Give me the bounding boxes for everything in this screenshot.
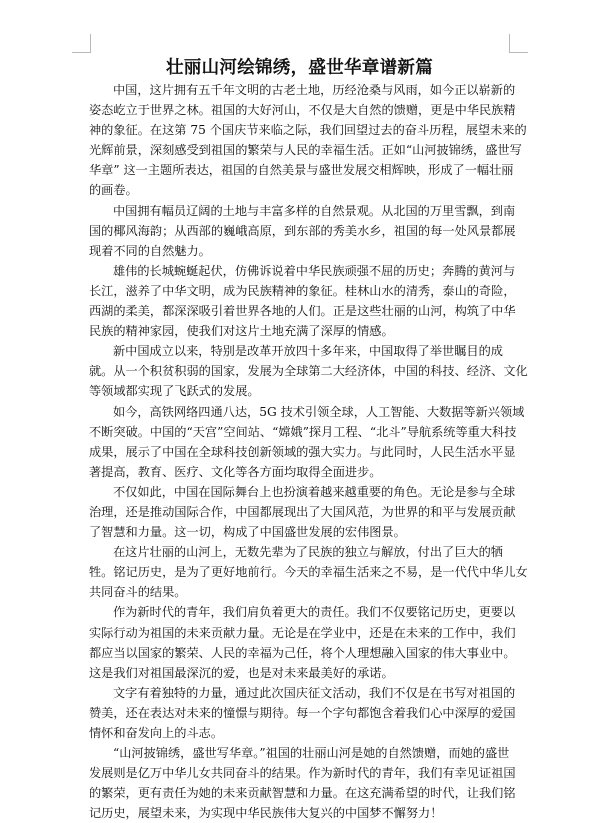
text-line: “山河披锦绣，盛世写华章。”祖国的壮丽山河是她的自然馈赠，而她的盛世 (113, 746, 510, 761)
paragraph (89, 402, 523, 482)
text-line: 如今，高铁网络四通八达，5G 技术引领全球，人工智能、大数据等新兴领域 (113, 404, 525, 419)
text-line: 共同奋斗的结果。 (89, 585, 187, 600)
paragraph (89, 201, 523, 261)
text-line: 这是我们对祖国最深沉的爱，也是对未来最美好的承诺。 (89, 665, 394, 680)
text-line: 姿态屹立于世界之林。祖国的大好河山，不仅是大自然的馈赠，更是中华民族精 (89, 103, 516, 118)
text-line: 了智慧和力量。这一切，构成了中国盛世发展的宏伟图景。 (89, 525, 406, 540)
text-line: 成果，展示了中国在全球科技创新领域的强大实力。与此同时，人民生活水平显 (89, 444, 516, 459)
text-line: 在这片壮丽的山河上，无数先辈为了民族的独立与解放，付出了巨大的牺 (113, 545, 503, 560)
paragraph (89, 542, 528, 602)
text-line: 情怀和奋发向上的斗志。 (89, 726, 224, 740)
text-line: 国的椰风海韵；从西部的巍峨高原，到东部的秀美水乡，祖国的每一处风景都展 (89, 223, 516, 238)
text-line: 西湖的柔美，都深深吸引着世界各地的人们。正是这些壮丽的山河，构筑了中华 (89, 304, 516, 319)
text-line: 华章” 这一主题所表达，祖国的自然美景与盛世发展交相辉映，形成了一幅壮丽 (89, 163, 514, 178)
paragraph (89, 683, 523, 743)
text-line: 民族的精神家园，使我们对这片土地充满了深厚的情感。 (89, 324, 394, 339)
text-line: 不断突破。中国的“天宫”空间站、“嫦娥”探月工程、“北斗”导航系统等重大科技 (89, 424, 517, 439)
text-line: 长江，滋养了中华文明，成为民族精神的象征。桂林山水的清秀，泰山的奇险， (89, 283, 516, 298)
text-line: 实际行动为祖国的未来贡献力量。无论是在学业中，还是在未来的工作中，我们 (89, 625, 516, 640)
text-line: 赞美，还在表达对未来的憧憬与期待。每一个字句都饱含着我们心中深厚的爱国 (89, 705, 516, 720)
text-line: 的画卷。 (89, 183, 138, 198)
crop-mark-top-left (72, 34, 91, 53)
paragraph (89, 341, 528, 401)
text-line: 文字有着独特的力量，通过此次国庆征文活动，我们不仅是在书写对祖国的 (113, 685, 516, 700)
paragraph (89, 80, 527, 201)
paragraph (89, 602, 523, 682)
text-line: 现着不同的自然魅力。 (89, 243, 211, 258)
crop-mark-top-right (509, 34, 528, 53)
text-line: 神的象征。在这第 75 个国庆节来临之际，我们回望过去的奋斗历程，展望未来的 (89, 123, 527, 138)
paragraph (89, 743, 523, 823)
text-line: 治理，还是推动国际合作，中国都展现出了大国风范，为世界的和平与发展贡献 (89, 504, 516, 519)
text-line: 新中国成立以来，特别是改革开放四十多年来，中国取得了举世瞩目的成 (113, 344, 503, 359)
text-line: 中国，这片拥有五千年文明的古老土地，历经沧桑与风雨，如今正以崭新的 (113, 83, 516, 97)
paragraph (89, 261, 523, 341)
text-line: 光辉前景，深刻感受到祖国的繁荣与人民的幸福生活。正如“山河披锦绣，盛世写 (89, 143, 522, 158)
paragraph (89, 482, 523, 542)
text-line: 作为新时代的青年，我们肩负着更大的责任。我们不仅要铭记历史，更要以 (113, 605, 516, 620)
text-line: 不仅如此，中国在国际舞台上也扮演着越来越重要的角色。无论是参与全球 (113, 484, 516, 499)
text-line: 牲。铭记历史，是为了更好地前行。今天的幸福生活来之不易，是一代代中华儿女 (89, 565, 528, 580)
document-body (89, 80, 528, 823)
text-line: 等领域都实现了飞跃式的发展。 (89, 384, 260, 399)
text-line: 中国拥有幅员辽阔的土地与丰富多样的自然景观。从北国的万里雪飘，到南 (113, 203, 516, 218)
text-line: 雄伟的长城蜿蜒起伏，仿佛诉说着中华民族顽强不屈的历史；奔腾的黄河与 (113, 263, 516, 278)
text-line: 都应当以国家的繁荣、人民的幸福为己任，将个人理想融入国家的伟大事业中。 (89, 645, 516, 660)
text-line: 著提高，教育、医疗、文化等各方面均取得全面进步。 (89, 464, 382, 479)
text-line: 就。从一个积贫积弱的国家，发展为全球第二大经济体，中国的科技、经济、文化 (89, 364, 528, 379)
text-line: 发展则是亿万中华儿女共同奋斗的结果。作为新时代的青年，我们有幸见证祖国 (89, 766, 516, 781)
document-title: 壮丽山河绘锦绣，盛世华章谱新篇 (166, 58, 433, 78)
text-line: 的繁荣，更有责任为她的未来贡献智慧和力量。在这充满希望的时代，让我们铭 (89, 786, 516, 801)
text-line: 记历史，展望未来，为实现中华民族伟大复兴的中国梦不懈努力！ (89, 806, 443, 821)
